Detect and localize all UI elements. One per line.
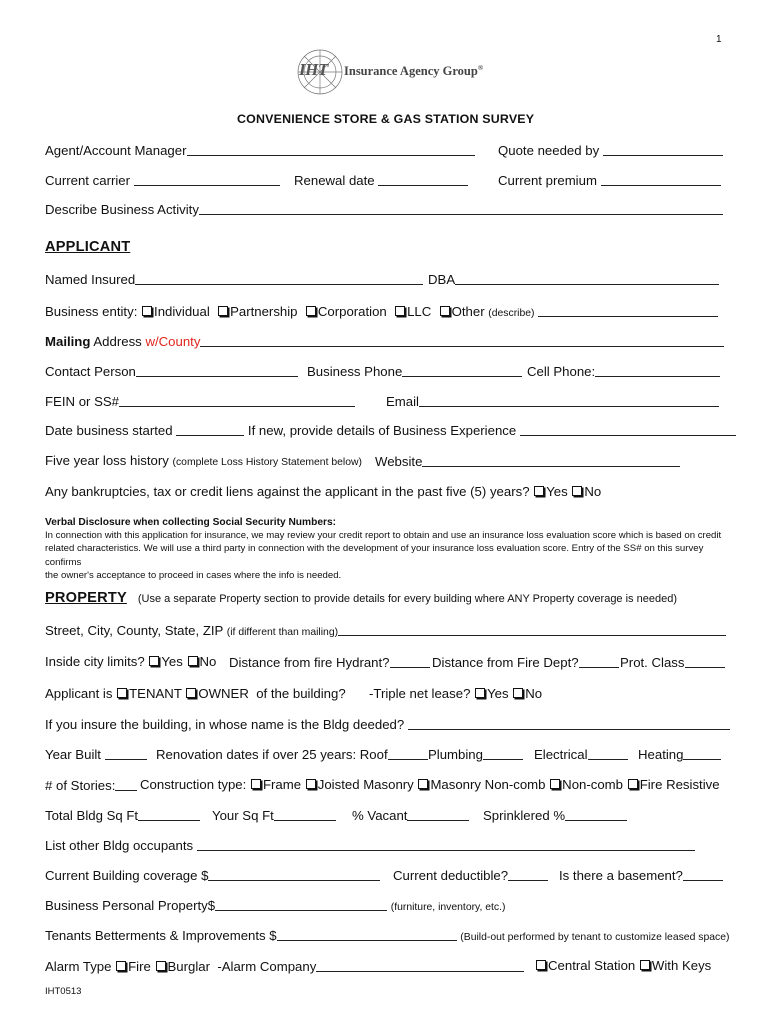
premium-field: Current premium [498,172,721,188]
fire-dept-field: Distance from Fire Dept? [432,654,619,670]
date-started-field: Date business started If new, provide details of Business Experience [45,422,736,438]
alarm-company-line[interactable] [316,959,524,972]
form-code: IHT0513 [45,986,82,997]
construction-joisted-masonry-checkbox[interactable] [306,779,316,789]
date-started-line[interactable] [176,423,244,436]
inside-city-yes-checkbox[interactable] [149,656,159,666]
alarm-fire-checkbox[interactable] [116,961,126,971]
quote-line[interactable] [603,143,723,156]
total-sqft-line[interactable] [138,808,200,821]
hydrant-field: Distance from fire Hydrant? [229,654,430,670]
entity-checkbox-partnership[interactable] [218,306,228,316]
email-line[interactable] [419,394,719,407]
plumbing-line[interactable] [483,747,523,760]
entity-checkbox-corporation[interactable] [306,306,316,316]
plumbing-field: Plumbing [428,746,523,762]
owner-checkbox[interactable] [186,688,196,698]
vacant-field: % Vacant [352,807,469,823]
dba-field: DBA [428,271,719,287]
dba-line[interactable] [455,272,719,285]
cell-phone-line[interactable] [595,364,720,377]
entity-checkbox-llc[interactable] [395,306,405,316]
building-coverage-line[interactable] [208,868,380,881]
vacant-line[interactable] [407,808,469,821]
carrier-line[interactable] [134,173,280,186]
triple-net-row: -Triple net lease? Yes No [369,686,543,701]
property-heading-row: PROPERTY (Use a separate Property section to provide details for every building where ANY Property coverage is needed) [45,590,677,606]
roof-line[interactable] [388,747,428,760]
inside-city-row: Inside city limits? Yes No [45,654,217,669]
mailing-line[interactable] [200,334,724,347]
total-sqft-field: Total Bldg Sq Ft [45,807,200,823]
your-sqft-field: Your Sq Ft [212,807,336,823]
named-insured-line[interactable] [135,272,423,285]
construction-row: Construction type: Frame Joisted Masonry Masonry Non-comb Non-comb Fire Resistive [140,777,720,792]
logo-mark: IHT [299,60,328,79]
mailing-field: Mailing Address w/County [45,333,724,349]
applicant-is-row: Applicant is TENANT OWNER of the building? [45,686,346,701]
bankruptcy-row: Any bankruptcies, tax or credit liens against the applicant in the past five (5) years? Yes No [45,484,602,499]
other-occupants-field: List other Bldg occupants [45,837,695,853]
website-field: Website [375,453,680,469]
tenants-betterments-line[interactable] [277,928,457,941]
central-station-checkbox[interactable] [536,960,546,970]
bpp-line[interactable] [215,898,387,911]
construction-frame-checkbox[interactable] [251,779,261,789]
renewal-line[interactable] [378,173,468,186]
street-field: Street, City, County, State, ZIP (if different than mailing) [45,622,726,638]
contact-field: Contact Person [45,363,298,379]
bankruptcy-yes-checkbox[interactable] [534,486,544,496]
email-field: Email [386,393,719,409]
roof-field: Renovation dates if over 25 years: Roof [156,746,428,762]
sprinklered-line[interactable] [565,808,627,821]
hydrant-line[interactable] [390,655,430,668]
entity-checkbox-other[interactable] [440,306,450,316]
building-coverage-field: Current Building coverage $ [45,867,380,883]
renewal-field: Renewal date [294,172,468,188]
construction-masonry-noncomb-checkbox[interactable] [418,779,428,789]
bpp-field: Business Personal Property$ (furniture, inventory, etc.) [45,898,506,913]
entity-other-line[interactable] [538,304,718,317]
business-phone-line[interactable] [402,364,522,377]
other-occupants-line[interactable] [197,838,695,851]
agent-field: Agent/Account Manager [45,142,475,158]
stories-line[interactable] [115,778,137,791]
cell-phone-field: Cell Phone: [527,363,720,379]
named-insured-field: Named Insured [45,271,423,287]
construction-noncomb-checkbox[interactable] [550,779,560,789]
activity-line[interactable] [199,202,723,215]
alarm-burglar-checkbox[interactable] [156,961,166,971]
carrier-field: Current carrier [45,172,280,188]
triple-net-no-checkbox[interactable] [513,688,523,698]
fire-dept-line[interactable] [579,655,619,668]
fein-field: FEIN or SS# [45,393,355,409]
deductible-line[interactable] [508,868,548,881]
alarm-options-row: Central Station With Keys [535,958,711,973]
contact-line[interactable] [136,364,298,377]
electrical-line[interactable] [588,747,628,760]
inside-city-no-checkbox[interactable] [188,656,198,666]
heating-line[interactable] [683,747,721,760]
entity-row: Business entity: Individual Partnership Corporation LLC Other (describe) [45,303,718,319]
with-keys-checkbox[interactable] [640,960,650,970]
logo-name: Insurance Agency Group® [344,64,484,79]
business-phone-field: Business Phone [307,363,522,379]
disclosure-heading: Verbal Disclosure when collecting Social Security Numbers: [45,517,337,528]
deeded-field: If you insure the building, in whose name is the Bldg deeded? [45,716,730,732]
electrical-field: Electrical [534,746,628,762]
construction-fire-resistive-checkbox[interactable] [628,779,638,789]
applicant-heading: APPLICANT [45,239,131,255]
loss-history-field: Five year loss history (complete Loss History Statement below) [45,453,362,468]
street-line[interactable] [338,623,726,636]
tenant-checkbox[interactable] [117,688,127,698]
ssn-disclosure: Verbal Disclosure when collecting Social Security Numbers: In connection with this application for insurance, we may review your credit report to obtain and use an insurance loss evaluation score which is based on credit related characteristics. We will use a third party in connection with the development of your insurance loss evaluation score. Entry of the SS# on this survey confirms the owner's acceptance to proceed in cases where the info is needed. [45,516,735,582]
activity-field: Describe Business Activity [45,201,723,217]
prot-class-line[interactable] [685,655,725,668]
entity-checkbox-individual[interactable] [142,306,152,316]
heating-field: Heating [638,746,721,762]
website-line[interactable] [422,454,680,467]
triple-net-yes-checkbox[interactable] [475,688,485,698]
quote-field: Quote needed by [498,142,723,158]
stories-field: # of Stories: [45,777,137,793]
page-number: 1 [716,34,722,45]
deductible-field: Current deductible? [393,867,548,883]
agent-line[interactable] [187,143,475,156]
premium-line[interactable] [601,173,721,186]
deeded-line[interactable] [408,717,730,730]
experience-line[interactable] [520,423,736,436]
year-built-field: Year Built [45,746,147,762]
prot-class-field: Prot. Class [620,654,725,670]
sprinklered-field: Sprinklered % [483,807,627,823]
basement-line[interactable] [683,868,723,881]
survey-title: CONVENIENCE STORE & GAS STATION SURVEY [237,112,535,126]
property-heading: PROPERTY [45,590,127,606]
bankruptcy-no-checkbox[interactable] [572,486,582,496]
tenants-betterments-field: Tenants Betterments & Improvements $ (Build-out performed by tenant to customize leased space) [45,928,730,943]
fein-line[interactable] [119,394,355,407]
alarm-row: Alarm Type Fire Burglar -Alarm Company [45,958,524,974]
basement-field: Is there a basement? [559,867,723,883]
your-sqft-line[interactable] [274,808,336,821]
year-built-line[interactable] [105,747,147,760]
